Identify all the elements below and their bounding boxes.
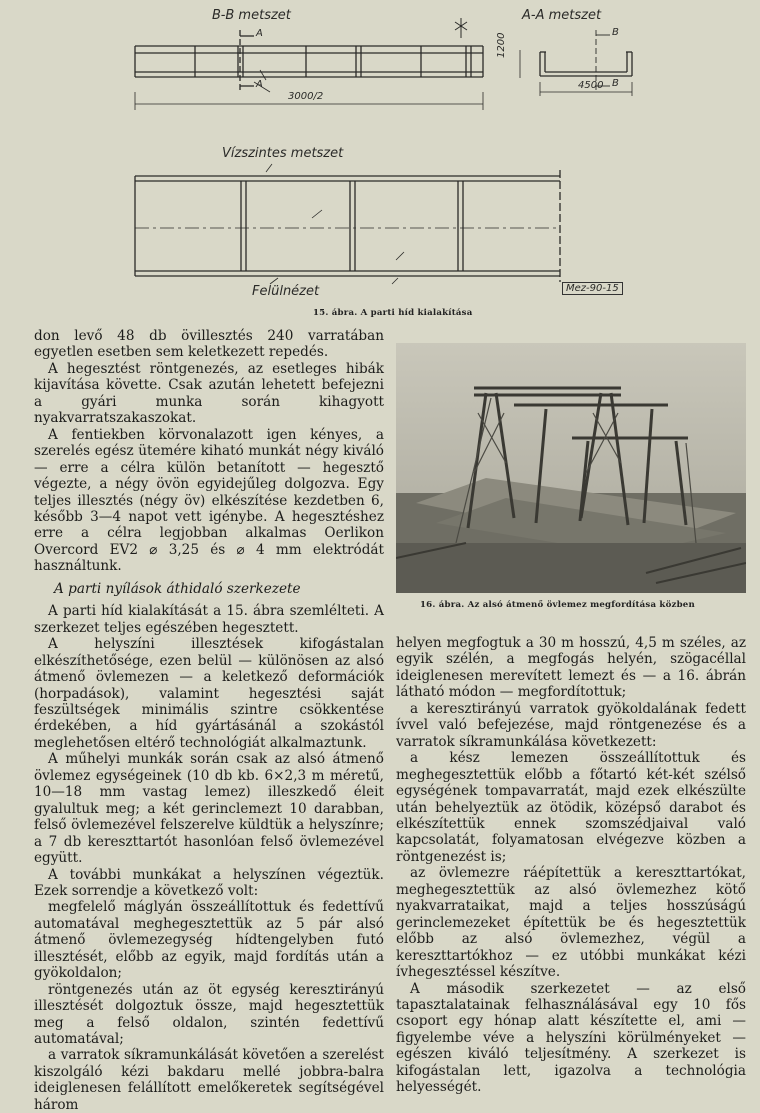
- plan-view: [135, 164, 560, 284]
- drawing-stamp: Mez-90-15: [562, 282, 623, 295]
- label-vizszintes-metszet: Vízszintes metszet: [222, 146, 344, 161]
- paragraph: megfelelő máglyán összeállítottuk és fedettívű automatával meghegesztettük az 5 pár alsó átmenő övlemezegység hídtengelyben futó illesztését, előbb az egyik, majd fordítás után a gyökoldalon;: [34, 899, 384, 982]
- paragraph: röntgenezés után az öt egység keresztirányú illesztését dolgoztuk össze, majd hegesztettük meg a felső oldalon, szintén fedettívű automatával;: [34, 981, 384, 1048]
- dimension-3000: 3000/2: [288, 91, 324, 102]
- paragraph: a kész lemezen összeállítottuk és meghegesztettük előbb a főtartó két-két szélső egységének tompavarratát, majd ezek elkészülte után behelyeztük az ötödik, középső darabot és elkészítettük ennek szomszédjaival való kapcsolatát, folyamatosan elvégezve közben a röntgenezést is;: [396, 750, 746, 865]
- figure-16-photo: [396, 343, 746, 593]
- label-aa-section: A-A metszet: [522, 8, 602, 23]
- marker-b-top: B: [612, 27, 619, 38]
- paragraph: A további munkákat a helyszínen végeztük. Ezek sorrendje a következő volt:: [34, 866, 384, 899]
- paragraph: a varratok síkramunkálását követően a szerelést kiszolgáló kézi bakdaru mellé jobbra-balra ideiglenesen felállított emelőkeretek segítségével három: [34, 1047, 384, 1113]
- figure-16-caption: 16. ábra. Az alsó átmenő övlemez megfordítása közben: [420, 600, 695, 610]
- paragraph: A fentiekben körvonalazott igen kényes, a szerelés egész ütemére kiható munkát négy kiváló — erre a célra külön betanított — hegesztő végezte, a négy övön egyidejűleg dolgozva. Egy teljes illesztés (négy öv) elkészítése kezdetben 6, később 3—4 napot vett igénybe. A hegesztéshez erre a célra legjobban alkalmas Oerlikon Overcord EV2 ⌀ 3,25 és ⌀ 4 mm elektródát használtunk.: [34, 426, 384, 575]
- marker-a-bottom: A: [256, 79, 263, 90]
- right-text-column: [396, 635, 746, 1096]
- left-text-column: [34, 328, 384, 1113]
- label-felulnezet: Felülnézet: [252, 284, 320, 299]
- paragraph: A hegesztést röntgenezés, az esetleges hibák kijavítása követte. Csak azután lehetett befejezni a gyári munka során kihagyott nyakvarratszakaszokat.: [34, 360, 384, 427]
- marker-b-bottom: B: [612, 78, 619, 89]
- paragraph: az övlemezre ráépítettük a kereszttartókat, meghegesztettük az alsó övlemezhez kötő nyakvarrataikat, majd a teljes hosszúságú gerinclemezeket építettük be és hegesztettük előbb az alsó övlemezhez, végül a kereszttartókhoz — ez utóbbi munkákat kézi ívhegesztéssel készítve.: [396, 865, 746, 981]
- section-heading: A parti nyílások áthidaló szerkezete: [54, 580, 301, 597]
- figure-15-caption: 15. ábra. A parti híd kialakítása: [313, 308, 473, 318]
- paragraph: a keresztirányú varratok gyökoldalának fedett ívvel való befejezése, majd röntgenezése és a varratok síkramunkálása következett:: [396, 700, 746, 750]
- paragraph: helyen megfogtuk a 30 m hosszú, 4,5 m széles, az egyik szélén, a megfogás helyén, szögacéllal ideiglenesen merevített lemezt és — a 16. ábrán látható módon — megfordítottuk;: [396, 635, 746, 701]
- paragraph: A parti híd kialakítását a 15. ábra szemlélteti. A szerkezet teljes egészében hegesztett.: [34, 603, 384, 636]
- paragraph: A helyszíni illesztések kifogástalan elkészíthetősége, ezen belül — különösen az alsó átmenő övlemezen — a keletkező deformációk (horpadások), valamint hegesztési saját feszültségek minimális szintre csökkentése érdekében, a híd gyártásánál a szokástól meglehetősen eltérő technológiát alkalmaztunk.: [34, 636, 384, 751]
- marker-a-top: A: [256, 28, 263, 39]
- crane-photo-svg: [396, 343, 746, 593]
- dimension-4500: 4500: [578, 80, 604, 91]
- figure-15-drawing: [0, 0, 760, 325]
- paragraph: A második szerkezetet — az első tapasztalatainak felhasználásával egy 10 fős csoport egy hónap alatt készítette el, ami — figyelembe véve a helyszíni körülményeket — egészen kiváló teljesítmény. A szerkezet is kifogástalan lett, igazolva a technológia helyességét.: [396, 980, 746, 1096]
- dimension-1200: 1200: [496, 32, 507, 58]
- label-bb-section: B-B metszet: [212, 8, 291, 23]
- bridge-drawing-svg: [0, 0, 760, 325]
- paragraph: don levő 48 db övillesztés 240 varratában egyetlen esetben sem keletkezett repedés.: [34, 328, 384, 361]
- paragraph: A műhelyi munkák során csak az alsó átmenő övlemez egységeinek (10 db kb. 6×2,3 m méretű, 10—18 mm vastag lemez) illeszkedő éleit gyalultuk meg; a két gerinclemezt 10 darabban, felső övlemezével felszerelve küldtük a helyszínre; a 7 db kereszttartót hasonlóan felső övlemezével együtt.: [34, 751, 384, 867]
